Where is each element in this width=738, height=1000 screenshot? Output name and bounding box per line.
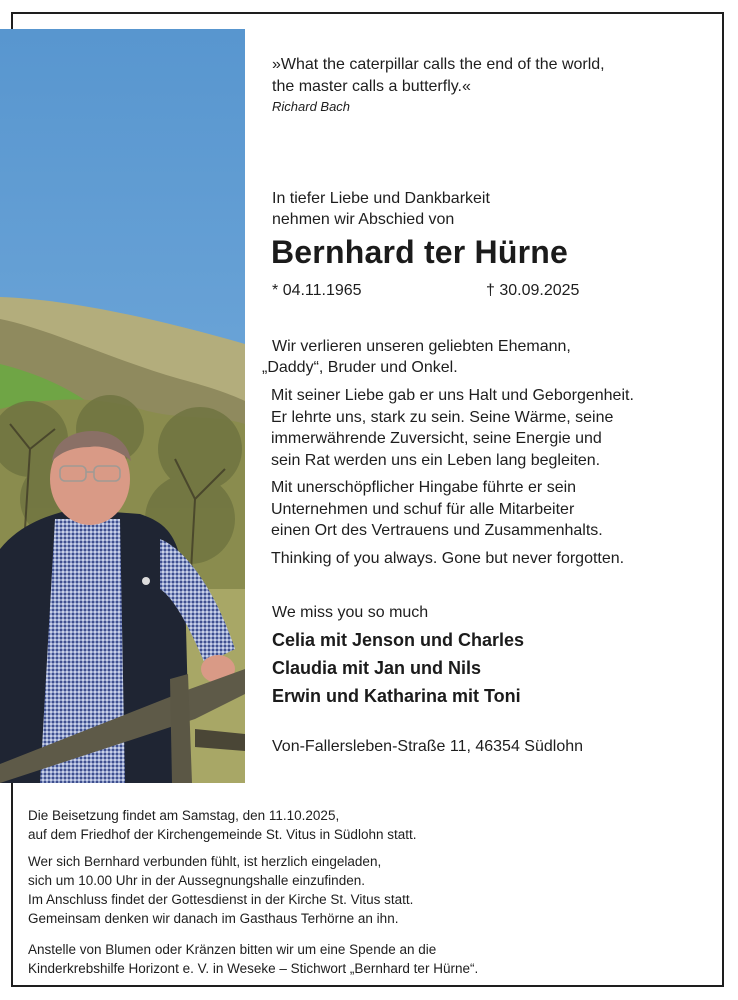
birth-date-value: 04.11.1965 bbox=[282, 282, 362, 299]
tribute-line: einen Ort des Vertrauens und Zusammenhalts. bbox=[271, 522, 603, 539]
notice-line: Kinderkrebshilfe Horizont e. V. in Weseke – Stichwort „Bernhard ter Hürne“. bbox=[28, 961, 479, 976]
farewell-intro bbox=[272, 188, 490, 230]
tribute-paragraph-2 bbox=[271, 385, 634, 471]
family-address: Von-Fallersleben-Straße 11, 46354 Südlohn bbox=[272, 738, 584, 755]
quote-line: »What the caterpillar calls the end of the world, bbox=[272, 56, 605, 73]
intro-line: In tiefer Liebe und Dankbarkeit bbox=[272, 190, 490, 207]
epigraph-quote bbox=[272, 54, 605, 98]
tribute-line: Unternehmen und schuf für alle Mitarbeiter bbox=[271, 500, 575, 518]
tribute-line: Mit seiner Liebe gab er uns Halt und Geborgenheit. bbox=[271, 387, 634, 404]
notice-line: Wer sich Bernhard verbunden fühlt, ist herzlich eingeladen, bbox=[28, 854, 382, 869]
tribute-paragraph-3 bbox=[271, 477, 603, 542]
notice-line: auf dem Friedhof der Kirchengemeinde St. Vitus in Südlohn statt. bbox=[28, 827, 417, 842]
mourner-name: Celia mit Jenson und Charles bbox=[272, 630, 525, 650]
service-notice bbox=[28, 852, 413, 928]
notice-line: Im Anschluss findet der Gottesdienst in der Kirche St. Vitus statt. bbox=[28, 892, 414, 907]
quote-line: the master calls a butterfly.« bbox=[272, 78, 471, 95]
notice-line: Gemeinsam denken wir danach im Gasthaus Terhörne an ihn. bbox=[28, 911, 399, 926]
tribute-line: Er lehrte uns, stark zu sein. Seine Wärme, seine bbox=[271, 408, 614, 426]
death-date-value: 30.09.2025 bbox=[499, 282, 580, 299]
notice-line: Anstelle von Blumen oder Kränzen bitten wir um eine Spende an die bbox=[28, 942, 437, 957]
death-cross-icon: † bbox=[486, 282, 495, 299]
birth-date bbox=[272, 281, 362, 301]
mourners-names bbox=[272, 626, 524, 710]
burial-notice bbox=[28, 806, 416, 844]
quote-author: Richard Bach bbox=[272, 99, 351, 114]
notice-line: sich um 10.00 Uhr in der Aussegnungshalle einzufinden. bbox=[28, 873, 365, 888]
tribute-line: Mit unerschöpflicher Hingabe führte er sein bbox=[271, 479, 577, 496]
tribute-line: sein Rat werden uns ein Leben lang begleiten. bbox=[271, 451, 601, 469]
tribute-line: immerwährende Zuversicht, seine Energie und bbox=[271, 430, 602, 447]
intro-line: nehmen wir Abschied von bbox=[272, 211, 455, 228]
donation-notice bbox=[28, 940, 478, 978]
deceased-name: Bernhard ter Hürne bbox=[271, 234, 568, 270]
portrait-photo bbox=[0, 29, 245, 783]
tribute-paragraph-4: Thinking of you always. Gone but never forgotten. bbox=[271, 550, 625, 567]
mourner-name: Claudia mit Jan und Nils bbox=[272, 658, 482, 678]
mourners-heading: We miss you so much bbox=[272, 604, 429, 621]
notice-line: Die Beisetzung findet am Samstag, den 11.10.2025, bbox=[28, 808, 340, 823]
birth-star-icon: * bbox=[272, 282, 279, 299]
death-date bbox=[486, 281, 579, 301]
tribute-paragraph-1-line-1: Wir verlieren unseren geliebten Ehemann, bbox=[272, 338, 571, 355]
mourner-name: Erwin und Katharina mit Toni bbox=[272, 686, 521, 706]
tribute-paragraph-1-line-2: „Daddy“, Bruder und Onkel. bbox=[262, 359, 458, 376]
